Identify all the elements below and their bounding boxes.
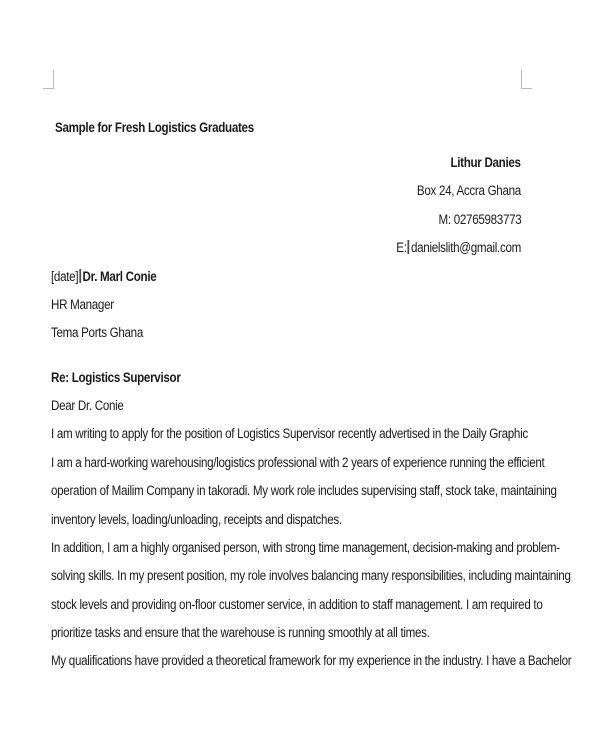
sender-name: Lithur Danies	[450, 155, 521, 170]
sender-email-line	[396, 239, 521, 257]
body-line: solving skills. In my present position, my role involves balancing many responsibilities, including maintaining	[51, 568, 571, 583]
salutation: Dear Dr. Conie	[51, 398, 124, 413]
body-line: I am a hard-working warehousing/logistics professional with 2 years of experience running the efficient	[51, 455, 545, 470]
top-right-margin-mark	[521, 70, 532, 89]
top-left-margin-mark	[43, 70, 54, 89]
body-line: My qualifications have provided a theoretical framework for my experience in the industry. I have a Bachelor	[51, 653, 572, 668]
text-cursor-icon	[408, 240, 410, 254]
recipient-name-line	[51, 268, 156, 286]
sender-email: danielslith@gmail.com	[410, 240, 521, 255]
recipient-name: Dr. Marl Conie	[82, 269, 157, 284]
email-prefix: E:	[396, 240, 407, 255]
body-line: stock levels and providing on-floor customer service, in addition to staff management. I am required to	[51, 597, 543, 612]
date-placeholder: [date]	[51, 269, 79, 284]
body-line: inventory levels, loading/unloading, receipts and dispatches.	[51, 512, 342, 527]
body-line: In addition, I am a highly organised person, with strong time management, decision-making and problem-	[51, 540, 560, 555]
body-line: prioritize tasks and ensure that the warehouse is running smoothly at all times.	[51, 625, 430, 640]
body-line: operation of Mailim Company in takoradi. My work role includes supervising staff, stock take, maintaining	[51, 483, 557, 498]
recipient-organization: Tema Ports Ghana	[51, 325, 143, 340]
document-heading: Sample for Fresh Logistics Graduates	[55, 120, 254, 135]
recipient-title: HR Manager	[51, 297, 114, 312]
subject-line: Re: Logistics Supervisor	[51, 370, 181, 385]
text-cursor-icon	[79, 269, 81, 283]
sender-address: Box 24, Accra Ghana	[416, 183, 521, 198]
body-line: I am writing to apply for the position of Logistics Supervisor recently advertised in the Daily Graphic	[51, 426, 528, 441]
sender-mobile: M: 02765983773	[438, 212, 521, 227]
